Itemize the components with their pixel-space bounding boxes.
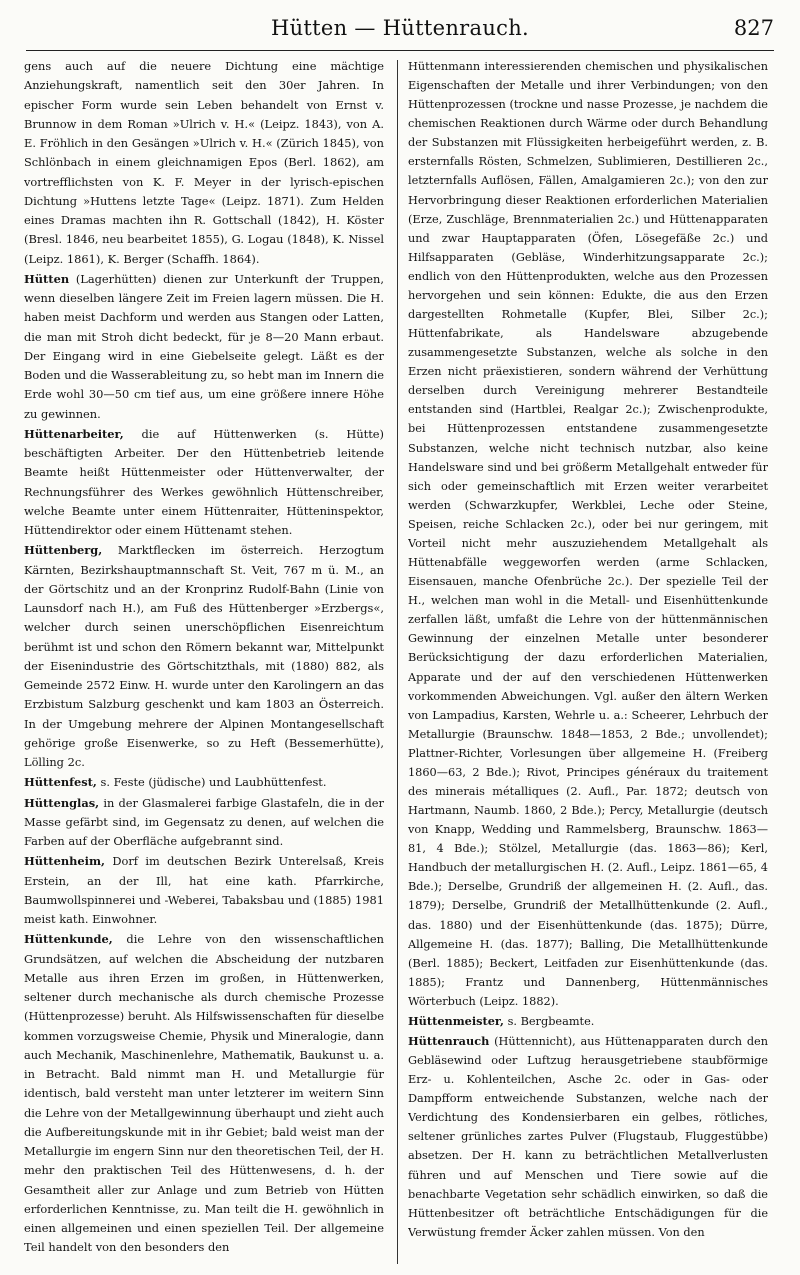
entry-headword: Hüttenberg, (24, 543, 103, 558)
entry-paragraph (24, 930, 384, 1257)
entry-paragraph (408, 1032, 768, 1242)
entry-paragraph (408, 57, 768, 1011)
entry-text: die Lehre von den wissenschaftlichen Grundsätzen, auf welchen die Abscheidung der nutzbaren Metalle aus ihren Erzen im großen, in Hüttenwerken, seltener durch mechanische als durch chemische Prozesse (Hüttenprozesse) beruht. Als Hilfswissenschaften für dieselbe kommen vorzugsweise Chemie, Physik und Mineralogie, dann auch Mechanik, Maschinenlehre, Mathematik, Baukunst u. a. in Betracht. Bald nimmt man H. und Metallurgie für identisch, bald versteht man unter letzterer im weitern Sinn die Lehre von der Metallgewinnung überhaupt und zieht auch die Aufbereitungskunde mit in ihr Gebiet; bald weist man der Metallurgie im engern Sinn nur den theoretischen Teil, der H. mehr den praktischen Teil des Hüttenwesens, d. h. der Gesamtheit aller zur Anlage und zum Betrieb von Hütten erforderlichen Kenntnisse, zu. Man teilt die H. gewöhnlich in einen allgemeinen und einen speziellen Teil. Der allgemeine Teil handelt von den besonders den (24, 932, 384, 1255)
entry-headword: Hüttenfest, (24, 775, 97, 790)
entry-paragraph (24, 794, 384, 852)
entry-text: (Lagerhütten) dienen zur Unterkunft der Truppen, wenn dieselben längere Zeit im Freien lagern müssen. Die H. haben meist Dachform und werden aus Stangen oder Latten, die man mit Stroh dicht bedeckt, für je 8—20 Mann erbaut. Der Eingang wird in eine Giebelseite gelegt. Läßt es der Boden und die Wasserableitung zu, so hebt man im Innern die Erde wohl 30—50 cm tief aus, um eine größere innere Höhe zu gewinnen. (24, 271, 384, 421)
page-number: 827 (733, 16, 774, 40)
entry-headword: Hüttenmeister, (408, 1013, 504, 1028)
entry-paragraph (24, 773, 384, 792)
entry-paragraph (24, 57, 384, 269)
entry-text: in der Glasmalerei farbige Glastafeln, die in der Masse gefärbt sind, im Gegensatz zu denen, auf welchen die Farben auf der Oberfläche aufgebrannt sind. (24, 795, 384, 848)
page-header (26, 10, 774, 51)
entry-paragraph (24, 852, 384, 929)
text-column-right (408, 57, 768, 1265)
entry-text: s. Bergbeamte. (507, 1014, 595, 1028)
entry-headword: Hütten (24, 271, 70, 286)
entry-text: (Hüttennicht), aus Hüttenapparaten durch den Gebläsewind oder Luftzug herausgetriebene staubförmige Erz- u. Kohlenteilchen, Asche 2c. oder in Gas- oder Dampfform entweichende Substanzen, welche nach der Verdichtung des Kondensierbaren ein gelbes, rötliches, seltener grünliches zartes Pulver (Flugstaub, Fluggestübbe) absetzen. Der H. kann zu beträchtlichen Metallverlusten führen und auf Menschen und Tiere sowie auf die benachbarte Vegetation sehr schädlich einwirken, so daß die Hüttenbesitzer oft beträchtliche Entschädigungen für die Verwüstung fremder Äcker zahlen müssen. Von den (408, 1034, 768, 1239)
text-column-left (24, 57, 384, 1265)
entry-headword: Hüttenglas, (24, 795, 100, 810)
entry-text: Marktflecken im österreich. Herzogtum Kärnten, Bezirkshauptmannschaft St. Veit, 767 m ü. M., an der Görtschitz und an der Kronprinz Rudolf-Bahn (Linie von Launsdorf nach H.), am Fuß des Hüttenberger »Erzbergs«, welcher durch seinen unerschöpflichen Eisenreichtum berühmt ist und schon den Römern bekannt war, Mittelpunkt der Eisenindustrie des Görtschitzthals, mit (1880) 882, als Gemeinde 2572 Einw. H. wurde unter den Karolingern an das Erzbistum Salzburg geschenkt und kam 1803 an Österreich. In der Umgebung mehrere der Alpinen Montangesellschaft gehörige große Eisenwerke, so zu Heft (Bessemerhütte), Lölling 2c. (24, 543, 384, 769)
entry-paragraph (408, 1012, 768, 1031)
entry-text: die auf Hüttenwerken (s. Hütte) beschäftigten Arbeiter. Der den Hüttenbetrieb leitende Beamte heißt Hüttenmeister oder Hüttenverwalter, der Rechnungsführer des Werkes gewöhnlich Hüttenschreiber, welche Beamte unter einem Hüttenraiter, Hütteninspektor, Hüttendirektor oder einem Hüttenamt stehen. (24, 426, 384, 537)
entry-headword: Hüttenarbeiter, (24, 426, 124, 441)
entry-paragraph (24, 541, 384, 772)
entry-headword: Hüttenkunde, (24, 932, 113, 947)
entry-text: Hüttenmann interessierenden chemischen und physikalischen Eigenschaften der Metalle und ihrer Verbindungen; von den Hüttenprozessen (trockne und nasse Prozesse, je nachdem die chemischen Reaktionen durch Wärme oder durch Behandlung der Substanzen mit Flüssigkeiten herbeigeführt werden, z. B. ersternfalls Rösten, Schmelzen, Sublimieren, Destillieren 2c., letzternfalls Auflösen, Fällen, Amalgamieren 2c.); von den zur Hervorbringung dieser Reaktionen erforderlichen Materialien (Erze, Zuschläge, Brennmaterialien 2c.) und Hüttenapparaten und zwar Hauptapparaten (Öfen, Lösegefäße 2c.) und Hilfsapparaten (Gebläse, Winderhitzungsapparate 2c.); endlich von den Hüttenprodukten, welche aus den Prozessen hervorgehen und sein können: Edukte, die aus den Erzen dargestellten Rohmetalle (Kupfer, Blei, Silber 2c.); Hüttenfabrikate, als Handelsware abzugebende zusammengesetzte Substanzen, welche als solche in den Erzen nicht präexistieren, sondern während der Verhüttung derselben durch Vereinigung mehrerer Bestandteile entstanden sind (Hartblei, Realgar 2c.); Zwischenprodukte, bei Hüttenprozessen entstandene zusammengesetzte Substanzen, welche nicht technisch nutzbar, also keine Handelsware sind und bei größerm Metallgehalt entweder für sich oder gemeinschaftlich mit Erzen weiter verarbeitet werden (Schwarzkupfer, Werkblei, Leche oder Steine, Speisen, reiche Schlacken 2c.), oder bei nur geringem, mit Vorteil nicht mehr auszuziehendem Metallgehalt als Hüttenabfälle weggeworfen werden (arme Schlacken, Eisensauen, manche Ofenbrüche 2c.). Der spezielle Teil der H., welchen man wohl in die Metall- und Eisenhüttenkunde zerfallen läßt, umfaßt die Lehre von der hüttenmännischen Gewinnung der einzelnen Metalle unter besonderer Berücksichtigung der dazu erforderlichen Materialien, Apparate und der auf den verschiedenen Hüttenwerken vorkommenden Abweichungen. Vgl. außer den ältern Werken von Lampadius, Karsten, Wehrle u. a.: Scheerer, Lehrbuch der Metallurgie (Braunschw. 1848—1853, 2 Bde.; unvollendet); Plattner-Richter, Vorlesungen über allgemeine H. (Freiberg 1860—63, 2 Bde.); Rivot, Principes généraux du traitement des minerais métalliques (2. Aufl., Par. 1872; deutsch von Hartmann, Naumb. 1860, 2 Bde.); Percy, Metallurgie (deutsch von Knapp, Wedding und Rammelsberg, Braunschw. 1863—81, 4 Bde.); Stölzel, Metallurgie (das. 1863—86); Kerl, Handbuch der metallurgischen H. (2. Aufl., Leipz. 1861—65, 4 Bde.); Derselbe, Grundriß der allgemeinen H. (2. Aufl., das. 1879); Derselbe, Grundriß der Metallhüttenkunde (2. Aufl., das. 1880) und der Eisenhüttenkunde (das. 1875); Dürre, Allgemeine H. (das. 1877); Balling, Die Metallhüttenkunde (Berl. 1885); Beckert, Leitfaden zur Eisenhüttenkunde (das. 1885); Frantz und Dannenberg, Hüttenmännisches Wörterbuch (Leipz. 1882). (408, 60, 768, 1008)
running-title: Hütten — Hüttenrauch. (270, 16, 530, 40)
entry-paragraph (24, 425, 384, 541)
column-divider (397, 60, 398, 1264)
entry-paragraph (24, 270, 384, 424)
entry-text: gens auch auf die neuere Dichtung eine mächtige Anziehungskraft, namentlich seit den 30er Jahren. In epischer Form wurde sein Leben behandelt von Ernst v. Brunnow in dem Roman »Ulrich v. H.« (Leipz. 1843), von A. E. Fröhlich in den Gesängen »Ulrich v. H.« (Zürich 1845), von Schlönbach in einem gleichnamigen Epos (Berl. 1862), am vortrefflichsten von K. F. Meyer in der lyrisch-epischen Dichtung »Huttens letzte Tage« (Leipz. 1871). Zum Helden eines Dramas machten ihn R. Gottschall (1842), H. Köster (Bresl. 1846, neu bearbeitet 1855), G. Logau (1848), K. Nissel (Leipz. 1861), K. Berger (Schaffh. 1864). (24, 59, 384, 266)
entry-headword: Hüttenheim, (24, 854, 105, 869)
entry-text: Dorf im deutschen Bezirk Unterelsaß, Kreis Erstein, an der Ill, hat eine kath. Pfarrkirche, Baumwollspinnerei und -Weberei, Tabaksbau und (1885) 1981 meist kath. Einwohner. (24, 854, 384, 926)
entry-text: s. Feste (jüdische) und Laubhüttenfest. (100, 775, 327, 790)
entry-headword: Hüttenrauch (408, 1033, 490, 1048)
